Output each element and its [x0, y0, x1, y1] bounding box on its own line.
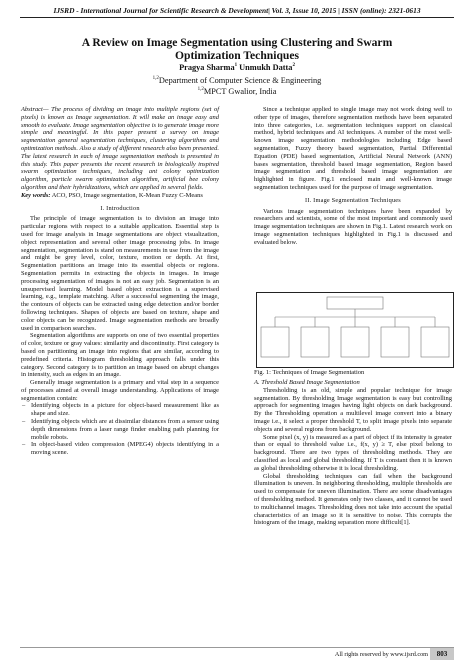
page-number: 803 [430, 648, 454, 660]
list-item: – Identifying objects which are at dissimilar distances from a sensor using depth dimensions from a laser range finder enabling path planning for mobile robots. [31, 418, 219, 441]
section-heading-introduction: I. Introduction [100, 204, 140, 212]
threshold-paragraph-3: Global thresholding techniques can fail when the background illumination is uneven. In neighboring thresholding, multiple thresholds are used to compensate for uneven illumination. There are some disadvantages of thresholding method. It generates only two classes, and it cannot be used to multichannel images. Thresholding does not take into account the spatial characteristics of an image so it is sensitive to noise. This corrupts the histogram of the image, making separation more difficult[1]. [254, 472, 452, 527]
author-2-sup: 2 [292, 63, 295, 69]
threshold-paragraph-2: Some pixel (x, y) is measured as a part of object if its intensity is greater than or equal to threshold value i.e., f(x, y) ≥ T, else pixel belong to background. There are two types of thresholding methods. They are classified as local and global thresholding. If T is constant then it is known as global thresholding otherwise it is local thresholding. [254, 433, 452, 472]
intro-paragraph-1: The principle of image segmentation is to division an image into particular regions with respect to a suitable application. Essential step is used for image analysis in Image segmentations are object visualization, object representation and several other image processing jobs. In image segmentation, segmentation is stand on measurements in use from the image and might be grey level, color, texture, motion or depth. At first, Segmentation partitions an image into its essential objects or regions. Segmentation permits in extracting the objects in images. In image processing segmentation of images is not an easy job. Segmentation is an unsupervised learning. Model based object extraction is a supervised learning, e.g., template matching. After a successful segmenting the image, the contours of objects can be extracted using edge detection and/or border following techniques. Shapes of objects are based on texture, shape and color objects can be recognized. Image segmentation methods are broadly used in comparison searches. [21, 215, 219, 332]
abstract: Abstract— The process of dividing an image into multiple regions (set of pixels) is known as Image segmentation. It will make an image easy and smooth to evaluate. Image segmentation objective is to generate image more simple and meaningful. In this paper present a survey on image segmentation general segmentation techniques, clustering algorithms and optimization methods. Also a study of different research also been presented. The latest research in each of image segmentation methods is presented in this study. This paper presents the recent research in biologically inspired swarm optimization techniques, including ant colony optimization algorithm, particle swarm optimization algorithm, artificial bee colony algorithm and their hybridizations, which are applied in several fields. [21, 106, 219, 191]
authors [40, 63, 434, 72]
header-rule [20, 17, 454, 18]
affiliation-department: $^{1,2}$Department of Computer Science & Engineering [152, 76, 322, 85]
author-2: Unmukh Datta [237, 63, 293, 72]
footer-rule [20, 647, 454, 648]
affiliation-institute: $^{1,2}$MPCT Gwalior, India [197, 87, 277, 96]
intro-paragraph-2: Segmentation algorithms are supports on one of two essential properties of color, texture or gray values: similarity and discontinuity. First category is based on partitioning an image into regions that are similar, according to predefined criteria. Histogram thresholding approach falls under this category. Second category is to partition an image based on abrupt changes in intensity, such as edges in an image. [21, 332, 219, 379]
intro-paragraph-3: Generally image segmentation is a primary and vital step in a sequence of processes aimed at overall image understanding. Applications of image segmentation contain: [21, 379, 219, 402]
list-item: – In object-based video compression (MPEG4) objects identifying in a moving scene. [31, 441, 219, 457]
right-column-bottom [254, 379, 452, 527]
paper-title [40, 37, 434, 62]
author-1-sup: 1 [234, 63, 238, 69]
keywords: Key words: ACO, PSO, Image segmentation, K-Mean Fuzzy C-Means [21, 191, 203, 199]
figure-1-diagram-placeholder [257, 293, 453, 367]
right-column-top [254, 106, 452, 247]
section-heading-techniques: II. Image Segmentation Techniques [305, 196, 401, 204]
right-paragraph-2: Various image segmentation techniques have been expanded by researchers and scientists, some of the most important and commonly used image segmentation techniques are shown in Fig.1. Latest research work on image segmentation techniques highlighted in Fig.1 is discussed and evaluated below. [254, 207, 452, 246]
left-column [21, 106, 219, 457]
figure-1-box [256, 292, 454, 368]
footer-rights: All rights reserved by www.ijsrd.com [334, 651, 428, 658]
applications-list [21, 402, 219, 457]
subsection-heading-threshold: A. Threshold Based Image Segmentation [254, 379, 360, 386]
threshold-paragraph-1: Thresholding is an old, simple and popular technique for image segmentation. By thresholding Image segmentation is easy but controlling approach for segmenting images having light objects on dark background. By the Thresholding operation a multilevel image convert into a binary image i.e., it select a proper threshold T, to split image pixels into separate objects and several regions from background. [254, 386, 452, 433]
title-line-2: Optimization Techniques [174, 48, 299, 62]
journal-header: IJSRD - International Journal for Scientific Research & Development| Vol. 3, Issue 10, 2015 | ISSN (online): 2321-0613 [53, 6, 421, 15]
title-line-1: A Review on Image Segmentation using Clustering and Swarm [81, 36, 393, 49]
author-1: Pragya Sharma [179, 63, 235, 72]
right-paragraph-1: Since a technique applied to single image may not work doing well to other type of images, therefore segmentation methods have been separated into three categories, i.e. segmentation techniques support on classical method, hybrid techniques and AI techniques. A number of the most well-known image segmentation methodologies including Edge based segmentation, Fuzzy theory based segmentation, Partial Differential Equation (PDE) based segmentation, Artificial Neural Network (ANN) bases segmentation, threshold based image segmentation, Region based image segmentation and threshold based image segmentation are highlighted in figure. Fig.1 enclosed main and well-known image segmentation techniques used for the purpose of image segmentation. [254, 106, 452, 191]
figure-1-caption: Fig. 1: Techniques of Image Segmentation [254, 369, 365, 376]
list-item: – Identifying objects in a picture for object-based measurement like as shape and size. [31, 402, 219, 418]
